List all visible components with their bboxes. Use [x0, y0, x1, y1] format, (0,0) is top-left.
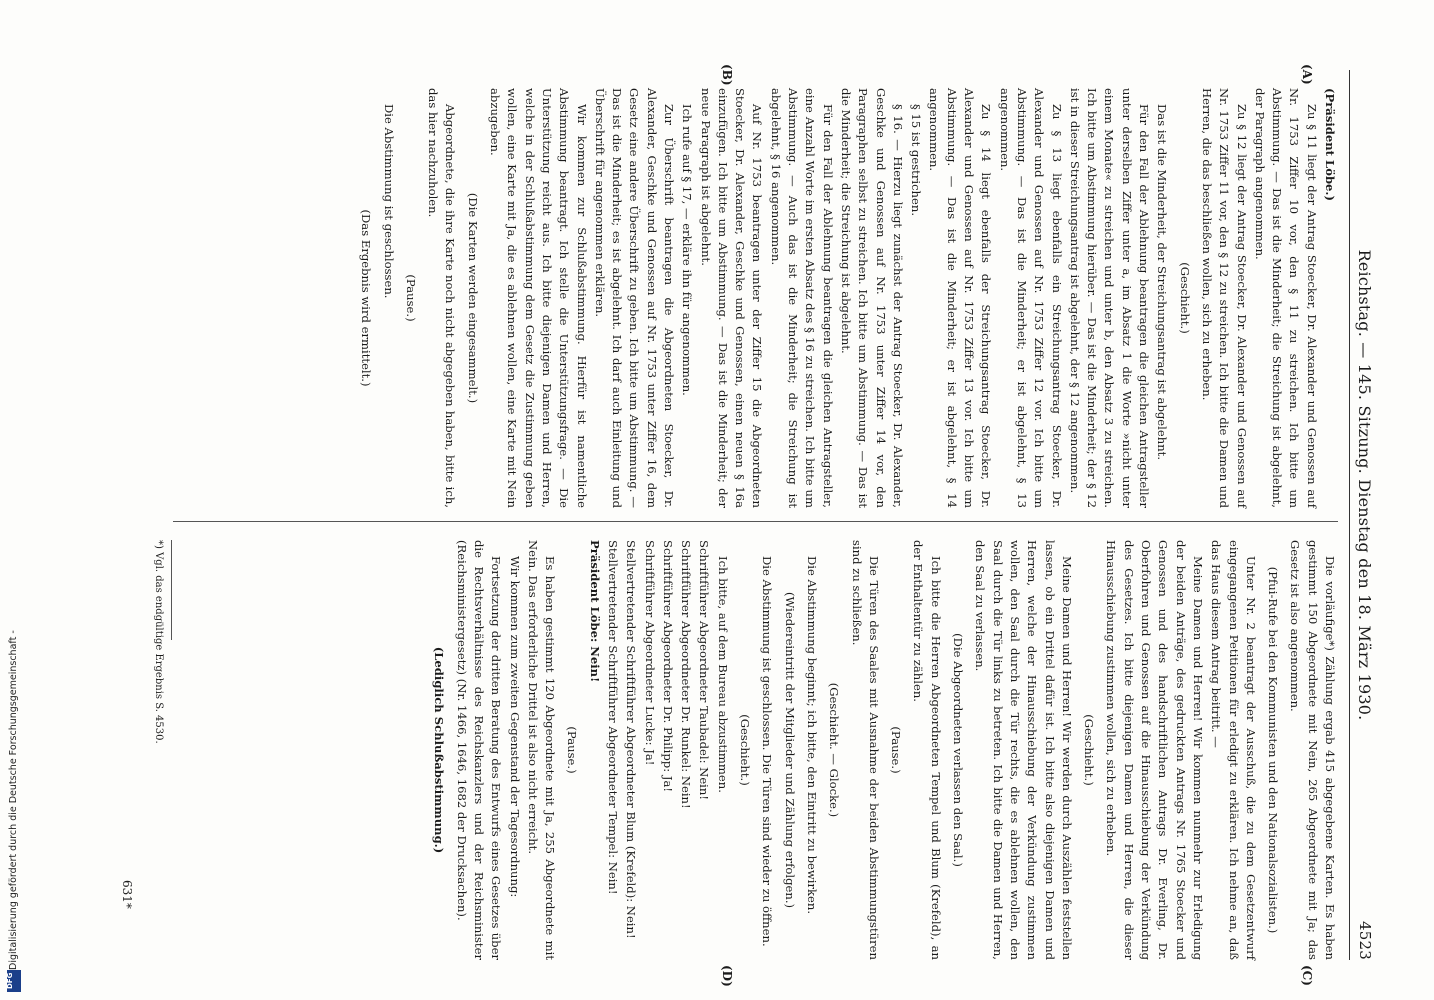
right-column-paragraph: Die Abstimmung beginnt; ich bitte, den Eintritt zu bewirken.: [804, 556, 819, 915]
sheet-mark: 631*: [120, 880, 134, 909]
left-column-paragraph: Für den Fall der Ablehnung beantragen die gleichen Antragsteller, eine Anzahl Worte im ersten Absatz des § 16 zu streichen. Ich bitte um Abstimmung. — Auch das ist die Minderheit; die Streichung ist abgelehnt, § 16 angenommen.: [768, 88, 835, 508]
right-column-paragraph: Fortsetzung der dritten Beratung des Entwurfs eines Gesetzes über die Rechtsverhältnisse des Reichskanzlers und der Reichsminister (Reichsministergesetz) (Nr. 1466, 1646, 1682 der Drucksachen).: [454, 540, 504, 960]
left-column-paragraph: (Geschieht.): [1177, 262, 1192, 334]
page-header: [1349, 70, 1376, 960]
left-column-paragraph: Zu § 14 liegt ebenfalls der Streichungsantrag Stoecker, Dr. Alexander und Genossen auf Nr. 1753 Ziffer 13 vor. Ich bitte um Abstimmung. — Das ist die Minderheit; er ist abgelehnt, § 14 angenommen.: [927, 88, 994, 508]
margin-marker-b: (B): [720, 64, 734, 86]
right-column-paragraph: Die vorläufige*) Zählung ergab 415 abgegebene Karten. Es haben gestimmt 150 Abgeordnete mit Nein, 265 Abgeordnete mit Ja; das Gesetz ist also angenommen.: [1288, 540, 1337, 960]
left-column-paragraph: § 15 ist gestrichen.: [909, 104, 924, 217]
right-column-paragraph: Unter Nr. 2 beantragt der Ausschuß, die zu dem Gesetzentwurf eingegangenen Petitionen für erledigt zu erklären. Ich nehme an, daß das Haus diesem Antrag beitritt. —: [1209, 540, 1258, 960]
right-column-paragraph: (Geschieht. — Glocke.): [827, 682, 842, 818]
left-column-paragraph: Zu § 12 liegt der Antrag Stoecker, Dr. Alexander und Genossen auf Nr. 1753 Ziffer 11 vor, den § 12 zu streichen. Ich bitte die Damen und Herren, die das beschließen wollen, sich zu erheben.: [1199, 88, 1249, 508]
left-column-paragraph: Auf Nr. 1753 beantragen unter der Ziffer 15 die Abgeordneten Stoecker, Dr. Alexander, Geschke und Genossen, einen neuen § 16a einzufügen. Ich bitte um Abstimmung. — Das ist die Minderheit; der neue Paragraph ist abgelehnt.: [698, 88, 765, 508]
right-column-paragraph: (Pause.): [889, 726, 904, 774]
left-column-paragraph: Das ist die Minderheit, der Streichungsantrag ist abgelehnt.: [1155, 104, 1170, 461]
right-column-paragraph: Schriftführer Abgeordneter Taubadel: Nein!: [697, 540, 712, 801]
left-column-paragraph: § 16. — Hierzu liegt zunächst der Antrag Stoecker, Dr. Alexander, Geschke und Genossen auf Nr. 1753 unter Ziffer 14 vor, den Paragraphen selbst zu streichen. Ich bitte um Abstimmung. — Das ist die Minderheit; die Streichung ist abgelehnt.: [838, 88, 905, 508]
left-column-paragraph: Für den Fall der Ablehnung beantragen die gleichen Antragsteller unter derselben Ziffer unter a, im Absatz 1 die Worte »nicht unter einem Monate« zu streichen und unter b, den Absatz 3 zu streichen. Ich bitte um Abstimmung hierüber. — Das ist die Minderheit; der § 12 ist in dieser Streichungsantrag ist abgelehnt, der § 12 angenommen.: [1067, 88, 1152, 508]
right-column-paragraph: Ich bitte die Herren Abgeordneten Tempel und Blum (Krefeld), an der Enthaltentür zu zählen.: [911, 540, 943, 960]
column-divider: [173, 521, 1338, 522]
margin-marker-d: (D): [720, 965, 734, 987]
right-column-paragraph: (Die Abgeordneten verlassen den Saal.): [951, 633, 966, 867]
right-column-paragraph: Es haben gestimmt 120 Abgeordnete mit Ja, 255 Abgeordnete mit Nein. Das erforderliche Drittel ist also nicht erreicht.: [525, 540, 558, 960]
left-column-paragraph: (Das Ergebnis wird ermittelt.): [359, 209, 374, 387]
right-column-paragraph: Meine Damen und Herren! Wir kommen nunmehr zur Erledigung der beiden Anträge, des gedruckten Antrags Nr. 1765 Stoecker und Genossen und des handschriftlichen Antrags Dr. Everling, Dr. Oberfohren und Genossen auf die Hinausschiebung der Verkündung des Gesetzes. Ich bitte diejenigen Damen und Herren, die dieser Hinausschiebung zustimmen wollen, sich zu erheben.: [1104, 540, 1205, 960]
left-column-paragraph: (Die Karten werden eingesammelt.): [465, 192, 480, 404]
left-text-column: [352, 88, 1338, 508]
left-column-paragraph: Zur Überschrift beantragen die Abgeordneten Stoecker, Dr. Alexander, Geschke und Genossen auf Nr. 1753 unter Ziffer 16, dem Gesetz eine andere Überschrift zu geben. Ich bitte um Abstimmung. — Das ist die Minderheit; es ist abgelehnt. Ich darf auch Einleitung und Überschrift für angenommen erklären.: [592, 88, 677, 508]
right-column-paragraph: Schriftführer Abgeordneter Dr. Philipp: Ja!: [660, 540, 675, 793]
left-column-paragraph: (Präsident Löbe.): [1323, 88, 1337, 201]
left-column-paragraph: Zu § 13 liegt ebenfalls ein Streichungsantrag Stoecker, Dr. Alexander und Genossen auf Nr. 1753 Ziffer 12 vor. Ich bitte um Abstimmung. — Das ist die Minderheit; er ist abgelehnt, § 13 angenommen.: [997, 88, 1064, 508]
margin-marker-a: (A): [1300, 64, 1314, 85]
right-column-paragraph: Schriftführer Abgeordneter Dr. Runkel: Nein!: [679, 540, 694, 809]
footnote-rule: [171, 540, 172, 640]
digitization-note: Digitalisierung gefördert durch die Deutsche Forschungsgemeinschaft -: [8, 630, 19, 970]
right-column-paragraph: Die Türen des Saales mit Ausnahme der beiden Abstimmungstüren sind zu schließen.: [849, 540, 881, 960]
header-title: Reichstag. — 145. Sitzung. Dienstag den 18. März 1930.: [1355, 249, 1374, 721]
right-column-paragraph: Stellvertretender Schriftführer Abgeordneter Blum (Krefeld): Nein!: [624, 540, 639, 939]
right-column-paragraph: (Geschieht.): [1082, 714, 1097, 786]
left-column-paragraph: Wir kommen zur Schlußabstimmung. Hierfür ist namentliche Abstimmung beantragt. Ich stelle die Unterstützungsfrage. — Die Unterstützung reicht aus. Ich bitte diejenigen Damen und Herren, welche in der Schlußabstimmung dem Gesetz die Zustimmung geben wollen, eine Karte mit Ja, die es ablehnen wollen, eine Karte mit Nein abzugeben.: [488, 88, 589, 508]
page-number: 4523: [1356, 921, 1374, 960]
left-column-paragraph: Zu § 11 liegt der Antrag Stoecker, Dr. Alexander und Genossen auf Nr. 1753 Ziffer 10 vor, den § 11 zu streichen. Ich bitte um Abstimmung. — Das ist die Minderheit; die Streichung ist abgelehnt, der Paragraph angenommen.: [1252, 88, 1319, 508]
left-column-paragraph: Die Abstimmung ist geschlossen.: [381, 104, 396, 299]
right-text-column: [425, 540, 1338, 960]
right-column-paragraph: (Pfui-Rufe bei den Kommunisten und den Nationalsozialisten.): [1266, 566, 1281, 934]
right-column-paragraph: (Lediglich Schlußabstimmung.): [432, 646, 447, 854]
right-column-paragraph: Wir kommen zum zweiten Gegenstand der Tagesordnung:: [507, 556, 522, 898]
margin-marker-c: (C): [1300, 965, 1314, 986]
left-column-paragraph: Ich rufe auf § 17, — erkläre ihn für angenommen.: [680, 104, 695, 396]
footnote: *) Vgl. das endgültige Ergebnis S. 4530.: [153, 540, 164, 744]
dfg-logo: DFG: [7, 970, 21, 992]
digitization-strip: [6, 0, 22, 1000]
right-column-paragraph: (Geschieht.): [738, 714, 753, 786]
right-column-paragraph: Meine Damen und Herren! Wir werden durch Auszählen feststellen lassen, ob ein Drittel dafür ist. Ich bitte also diejenigen Damen und Herren, welche der Hinausschiebung der Verkündung zustimmen wollen, den Saal durch die Tür rechts, die es ablehnen wollen, den Saal durch die Tür links zu betreten. Ich bitte die Damen und Herren, den Saal zu verlassen.: [973, 540, 1074, 960]
right-column-paragraph: Schriftführer Abgeordneter Lucke: Ja!: [642, 540, 657, 766]
right-column-paragraph: Die Abstimmung ist geschlossen. Die Türen sind wieder zu öffnen.: [760, 556, 775, 947]
right-column-paragraph: (Wiedereintritt der Mitglieder und Zählung erfolgen.): [782, 591, 797, 909]
right-column-paragraph: Ich bitte, auf dem Bureau abzustimmen.: [715, 556, 730, 793]
left-column-paragraph: (Pause.): [403, 274, 418, 322]
right-column-paragraph: Präsident Löbe: Nein!: [587, 540, 602, 683]
right-column-paragraph: Stellvertretender Schriftführer Abgeordneter Tempel: Nein!: [606, 540, 621, 895]
left-column-paragraph: Abgeordnete, die ihre Karte noch nicht abgegeben haben, bitte ich, das hier nachzuholen.: [426, 88, 458, 508]
right-column-paragraph: (Pause.): [565, 726, 580, 774]
